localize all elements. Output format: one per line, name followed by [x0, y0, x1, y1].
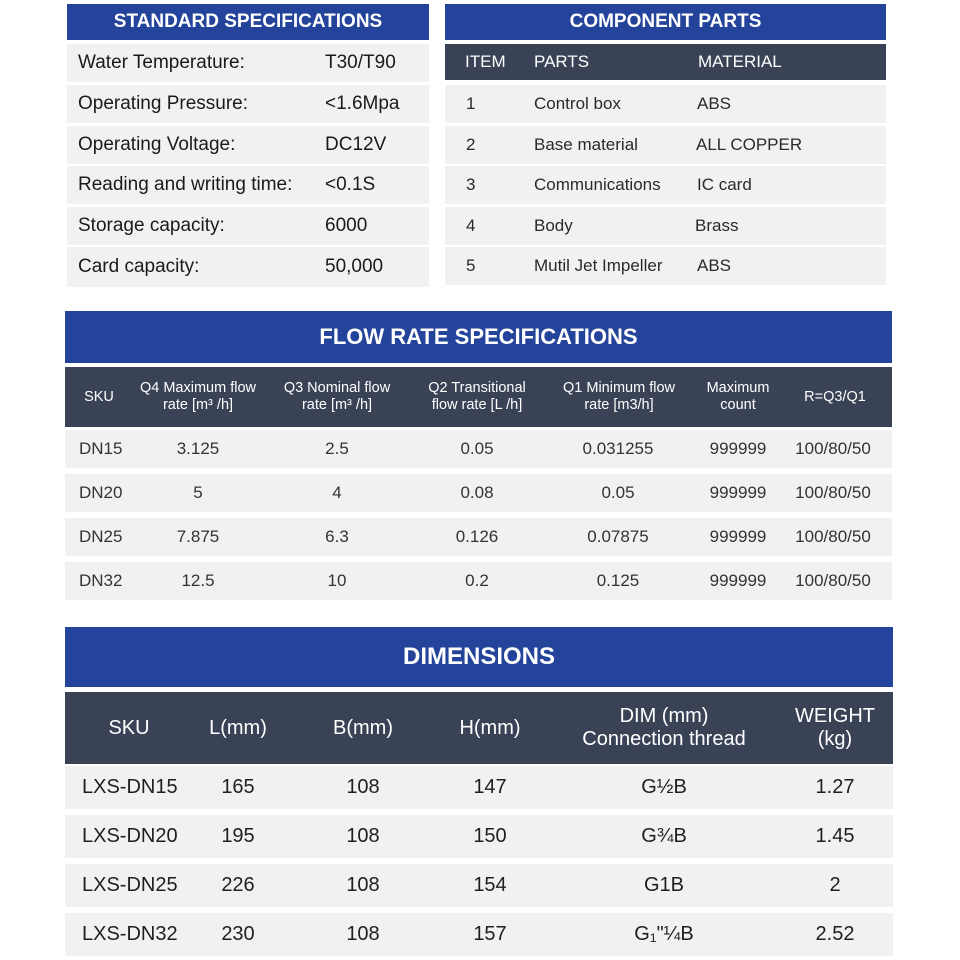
flow-sku: DN20 — [79, 483, 123, 502]
spec-value: 50,000 — [325, 256, 384, 277]
flow-q2: 0.126 — [455, 527, 499, 546]
dim-sku: LXS-DN32 — [82, 923, 178, 945]
spec-row-operating-voltage — [67, 126, 429, 164]
header-item: ITEM — [465, 52, 506, 71]
header-weight-line2: (kg) — [817, 728, 853, 750]
header-parts: PARTS — [534, 52, 590, 71]
header-sku: SKU — [84, 389, 114, 405]
part-material: ABS — [697, 256, 732, 275]
dim-width: 108 — [346, 776, 380, 798]
dim-width: 108 — [346, 825, 380, 847]
spec-value: <1.6Mpa — [325, 93, 400, 114]
flow-row — [65, 474, 892, 512]
flow-q3: 2.5 — [325, 439, 349, 458]
header-q2: Q2 Transitional flow rate [L /h] — [428, 380, 526, 413]
flow-q1: 0.125 — [596, 571, 640, 590]
part-name: Body — [534, 216, 573, 235]
flow-q2: 0.08 — [460, 483, 494, 502]
flow-rate-title: FLOW RATE SPECIFICATIONS — [65, 311, 892, 363]
part-name: Mutil Jet Impeller — [534, 256, 663, 275]
flow-sku: DN25 — [79, 527, 123, 546]
part-name: Communications — [534, 175, 661, 194]
spec-value: DC12V — [325, 134, 387, 155]
dim-weight: 1.27 — [815, 776, 855, 798]
flow-ratio: 100/80/50 — [795, 483, 871, 502]
part-item: 2 — [466, 135, 476, 154]
flow-row — [65, 430, 892, 468]
part-material: ABS — [697, 94, 732, 113]
flow-ratio: 100/80/50 — [795, 527, 871, 546]
dimension-row — [65, 815, 893, 858]
flow-q4: 3.125 — [176, 439, 220, 458]
flow-q4: 12.5 — [181, 571, 215, 590]
part-item: 5 — [466, 256, 476, 275]
header-q1: Q1 Minimum flow rate [m3/h] — [563, 380, 675, 413]
flow-q3: 6.3 — [325, 527, 349, 546]
flow-q1: 0.031255 — [582, 439, 654, 458]
header-dim-line2: Connection thread — [582, 728, 746, 750]
header-height: H(mm) — [459, 716, 521, 739]
dim-length: 226 — [221, 874, 255, 896]
dim-length: 195 — [221, 825, 255, 847]
header-weight — [785, 692, 885, 764]
flow-max-count: 999999 — [709, 527, 767, 546]
spec-value: T30/T90 — [325, 52, 396, 73]
flow-q2: 0.05 — [460, 439, 494, 458]
flow-sku: DN15 — [79, 439, 123, 458]
flow-q3: 10 — [327, 571, 347, 590]
spec-value: <0.1S — [325, 174, 376, 195]
dimension-row — [65, 913, 893, 956]
flow-max-count: 999999 — [709, 571, 767, 590]
flow-q4: 7.875 — [176, 527, 220, 546]
spec-row-reading-writing-time — [67, 166, 429, 204]
header-length: L(mm) — [209, 716, 267, 739]
flow-rate-header — [65, 367, 892, 427]
header-dim-line1: DIM (mm) — [619, 705, 709, 727]
dim-height: 147 — [473, 776, 507, 798]
spec-row-storage-capacity — [67, 207, 429, 245]
spec-label: Card capacity: — [78, 256, 200, 277]
part-row — [445, 85, 886, 123]
dim-length: 165 — [221, 776, 255, 798]
flow-ratio: 100/80/50 — [795, 439, 871, 458]
dimensions-title: DIMENSIONS — [65, 627, 893, 687]
flow-q3: 4 — [332, 483, 342, 502]
part-material: IC card — [697, 175, 752, 194]
standard-specs-title: STANDARD SPECIFICATIONS — [67, 4, 429, 40]
spec-label: Reading and writing time: — [78, 174, 293, 195]
part-item: 1 — [466, 94, 476, 113]
header-sku: SKU — [108, 716, 150, 739]
dim-sku: LXS-DN20 — [82, 825, 178, 847]
dim-weight: 2 — [829, 874, 841, 896]
flow-max-count: 999999 — [709, 483, 767, 502]
component-parts-header — [445, 44, 886, 80]
part-name: Control box — [534, 94, 621, 113]
flow-q1: 0.07875 — [587, 527, 649, 546]
component-parts-title: COMPONENT PARTS — [445, 4, 886, 40]
dim-thread: G¾B — [641, 825, 687, 847]
flow-q1: 0.05 — [601, 483, 635, 502]
part-material: ALL COPPER — [696, 135, 803, 154]
flow-row — [65, 518, 892, 556]
header-material: MATERIAL — [698, 52, 782, 71]
flow-sku: DN32 — [79, 571, 123, 590]
part-row — [445, 207, 886, 245]
flow-q2: 0.2 — [465, 571, 489, 590]
spec-label: Water Temperature: — [78, 52, 245, 73]
dim-sku: LXS-DN25 — [82, 874, 178, 896]
dim-thread: G½B — [641, 776, 687, 798]
spec-label: Operating Pressure: — [78, 93, 249, 114]
dim-weight: 2.52 — [815, 923, 855, 945]
flow-ratio: 100/80/50 — [795, 571, 871, 590]
spec-label: Operating Voltage: — [78, 134, 236, 155]
spec-row-card-capacity — [67, 247, 429, 287]
header-width: B(mm) — [333, 716, 393, 739]
header-ratio: R=Q3/Q1 — [804, 389, 866, 405]
part-material: Brass — [695, 216, 739, 235]
part-name: Base material — [534, 135, 638, 154]
spec-value: 6000 — [325, 215, 368, 236]
dimensions-header — [65, 692, 893, 764]
dim-height: 157 — [473, 923, 507, 945]
part-row — [445, 247, 886, 285]
part-item: 3 — [466, 175, 476, 194]
dim-width: 108 — [346, 923, 380, 945]
flow-q4: 5 — [193, 483, 203, 502]
header-connection-thread — [559, 692, 769, 764]
part-row — [445, 166, 886, 204]
header-q3: Q3 Nominal flow rate [m³ /h] — [283, 380, 391, 413]
header-weight-line1: WEIGHT — [795, 705, 875, 727]
part-item: 4 — [466, 216, 476, 235]
dim-width: 108 — [346, 874, 380, 896]
flow-row — [65, 562, 892, 600]
flow-max-count: 999999 — [709, 439, 767, 458]
dim-height: 150 — [473, 825, 507, 847]
dim-thread: G₁"¼B — [634, 923, 694, 945]
spec-row-operating-pressure — [67, 85, 429, 123]
dim-weight: 1.45 — [815, 825, 855, 847]
spec-row-water-temperature — [67, 44, 429, 82]
spec-label: Storage capacity: — [78, 215, 225, 236]
dim-height: 154 — [473, 874, 507, 896]
header-q4: Q4 Maximum flow rate [m³ /h] — [139, 380, 257, 413]
header-max-count: Maximum count — [706, 380, 770, 413]
dim-sku: LXS-DN15 — [82, 776, 178, 798]
dim-thread: G1B — [643, 874, 685, 896]
dimension-row — [65, 864, 893, 907]
part-row — [445, 126, 886, 164]
dimension-row — [65, 766, 893, 809]
dim-length: 230 — [221, 923, 255, 945]
